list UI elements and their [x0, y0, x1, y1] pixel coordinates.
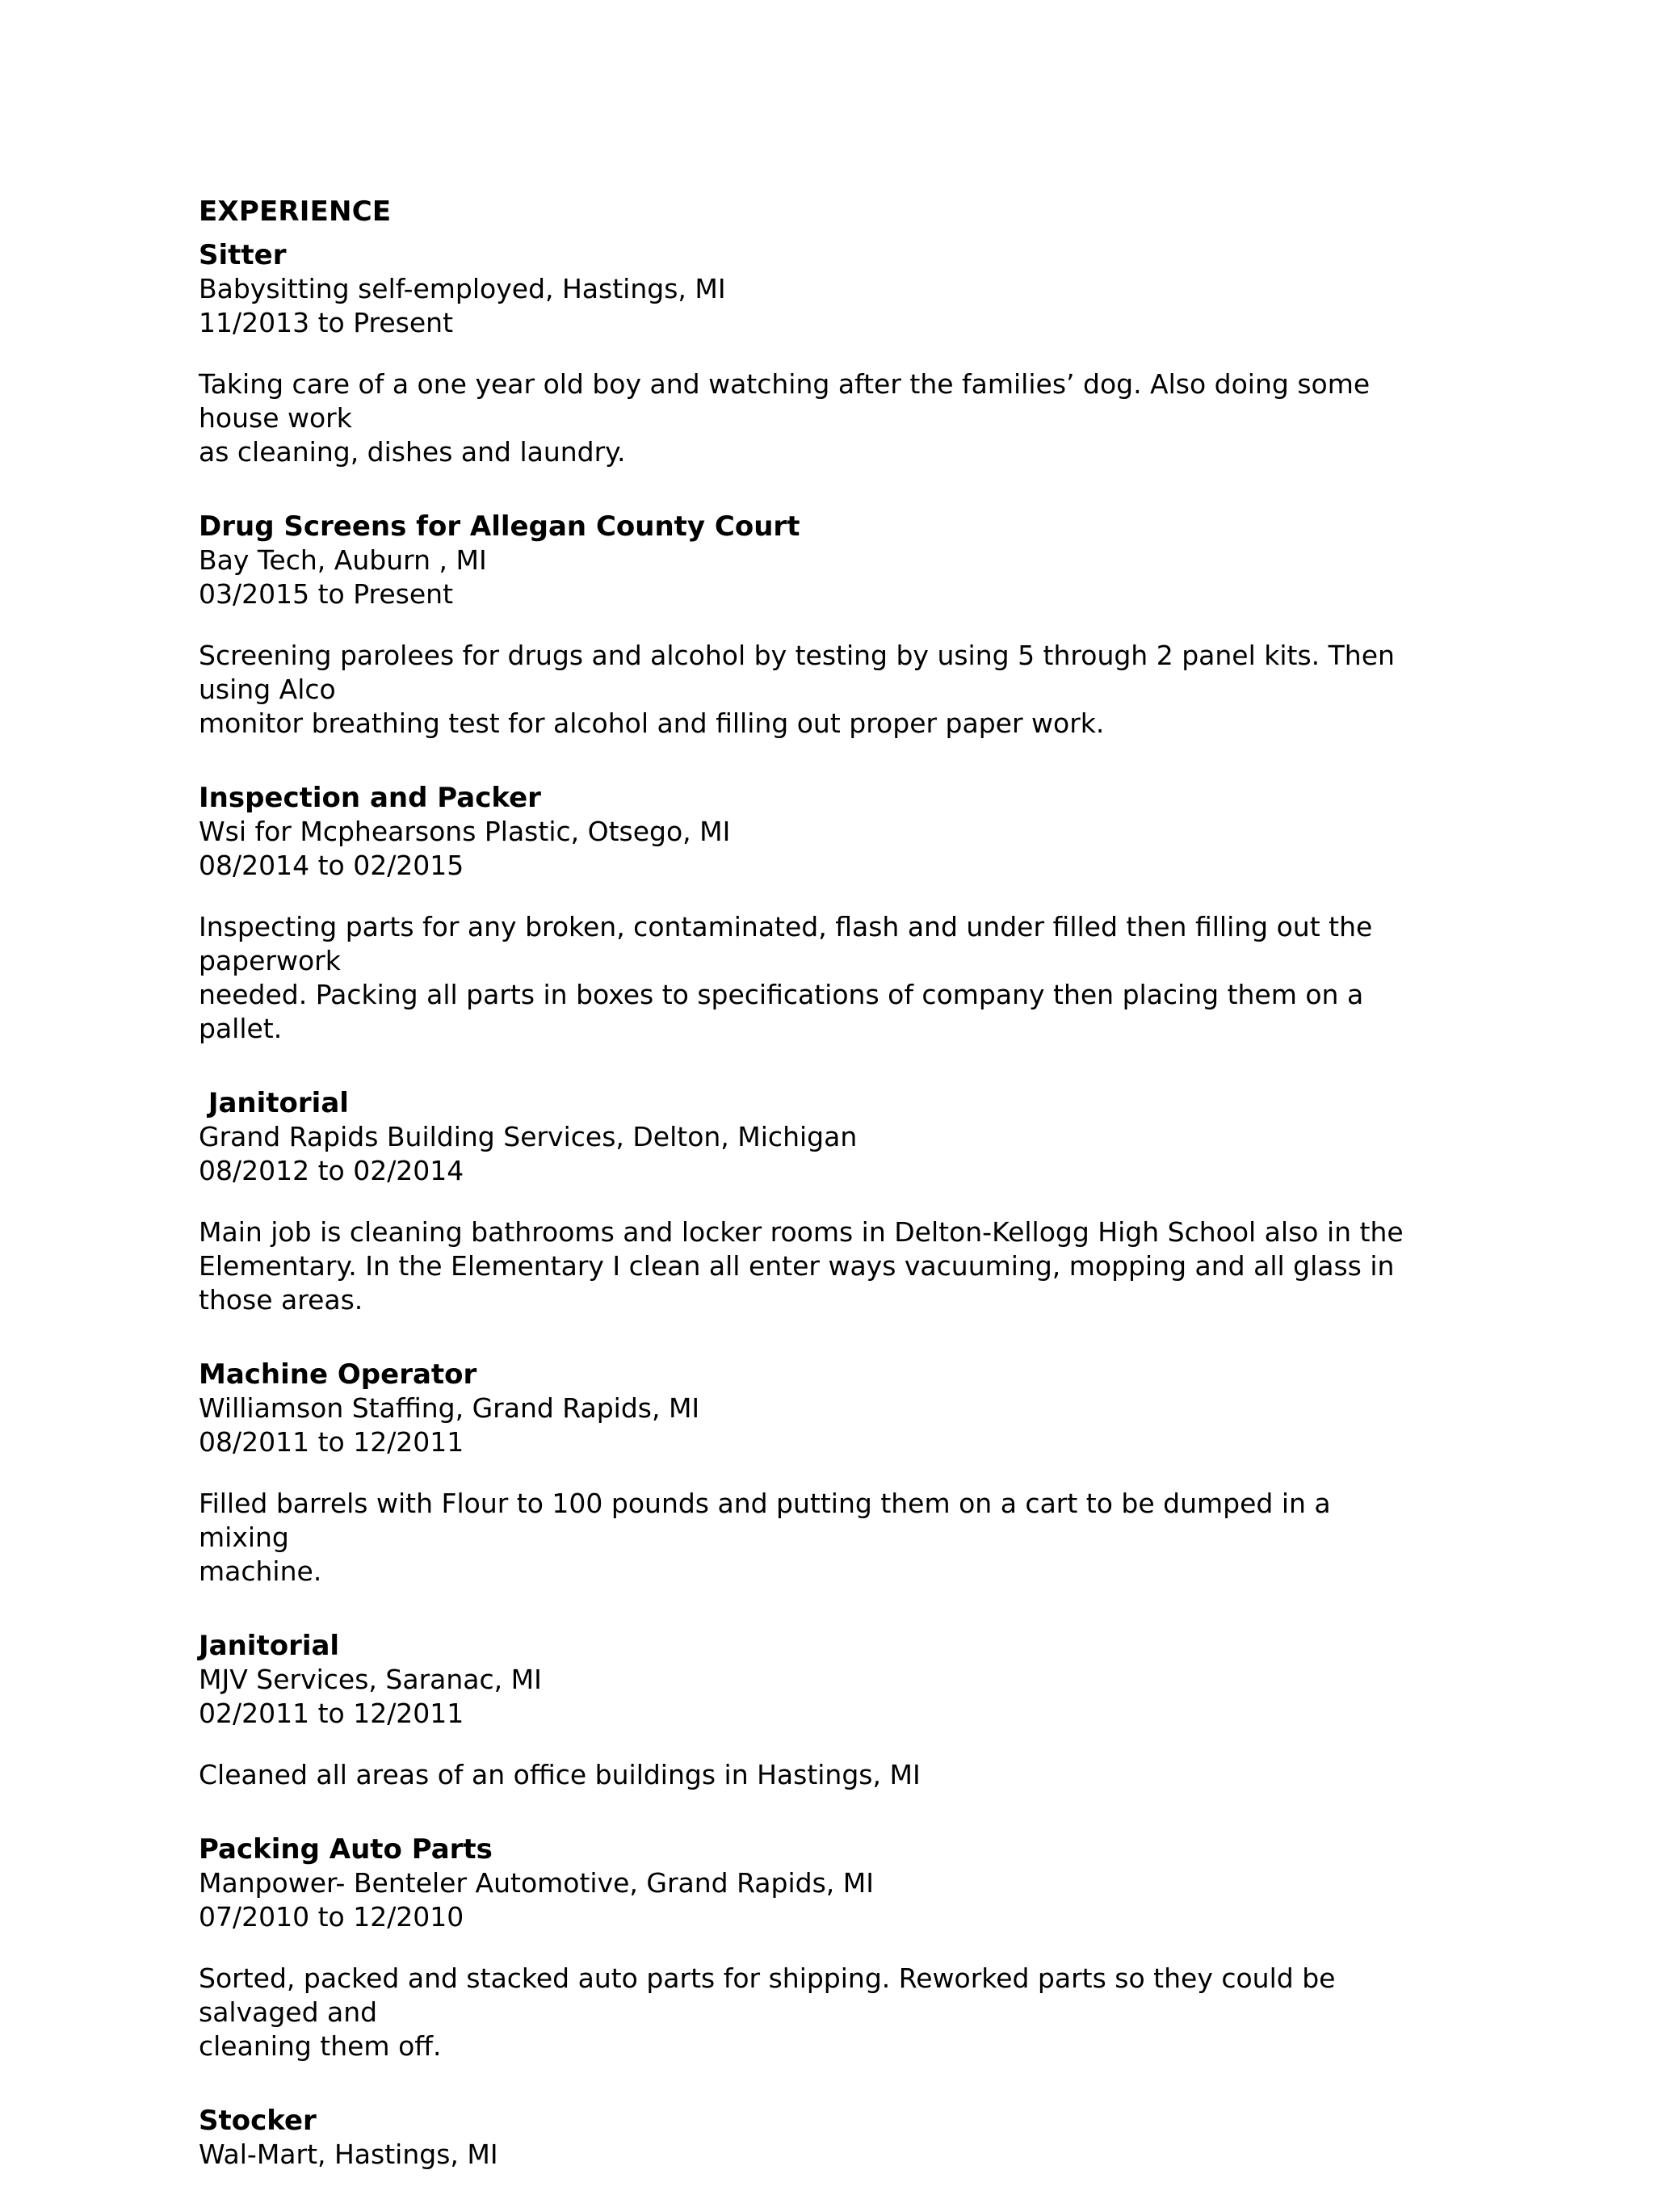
job-title: Sitter: [199, 239, 287, 271]
job-entry-janitorial-grand-rapids: [199, 1086, 1426, 1317]
job-title: Stocker: [199, 2105, 317, 2137]
job-employer: MJV Services, Saranac, MI: [199, 1664, 542, 1695]
job-description: Taking care of a one year old boy and watching after the families’ dog. Also doing some house work as cleaning, dishes and laundry.: [199, 368, 1371, 468]
job-entry-stocker: [199, 2104, 1426, 2172]
job-entry-machine-operator: [199, 1358, 1426, 1589]
job-description: Sorted, packed and stacked auto parts for shipping. Reworked parts so they could be salvaged and cleaning them off.: [199, 1962, 1336, 2062]
job-title: Machine Operator: [199, 1358, 477, 1391]
job-employer: Williamson Staffing, Grand Rapids, MI: [199, 1392, 700, 1424]
job-title: Packing Auto Parts: [199, 1833, 493, 1866]
job-dates: 03/2015 to Present: [199, 578, 454, 610]
job-title: Drug Screens for Allegan County Court: [199, 510, 800, 543]
job-entry-packing-auto-parts: [199, 1832, 1426, 2063]
job-entry-sitter: [199, 238, 1426, 469]
job-dates: 02/2011 to 12/2011: [199, 1698, 464, 1729]
job-description: Filled barrels with Flour to 100 pounds and putting them on a cart to be dumped in a mixing machine.: [199, 1488, 1331, 1587]
job-dates: 07/2010 to 12/2010: [199, 1901, 464, 1933]
job-dates: 08/2011 to 12/2011: [199, 1426, 464, 1458]
job-dates: 11/2013 to Present: [199, 307, 454, 338]
job-employer: Bay Tech, Auburn , MI: [199, 544, 487, 576]
job-entry-janitorial-mjv: [199, 1629, 1426, 1792]
job-description: Inspecting parts for any broken, contaminated, flash and under filled then filling out the paperwork needed. Packing all parts in boxes to specifications of company then placing them on a pallet.: [199, 911, 1373, 1044]
job-description: Main job is cleaning bathrooms and locker rooms in Delton-Kellogg High School also in the Elementary. In the Elementary I clean all enter ways vacuuming, mopping and all glass in those areas.: [199, 1216, 1404, 1316]
job-employer: Grand Rapids Building Services, Delton, Michigan: [199, 1121, 858, 1152]
job-employer: Wsi for Mcphearsons Plastic, Otsego, MI: [199, 816, 731, 847]
job-entry-drug-screens: [199, 510, 1426, 741]
experience-section: [199, 195, 1426, 2212]
job-description: Cleaned all areas of an office buildings in Hastings, MI: [199, 1759, 921, 1790]
section-heading: EXPERIENCE: [199, 195, 392, 228]
job-title: Janitorial: [199, 1087, 349, 1119]
job-description: Screening parolees for drugs and alcohol by testing by using 5 through 2 panel kits. Then using Alco monitor breathing test for alcohol and filling out proper paper work.: [199, 640, 1395, 739]
job-dates: 08/2012 to 02/2014: [199, 1155, 464, 1186]
job-employer: Manpower- Benteler Automotive, Grand Rapids, MI: [199, 1867, 874, 1899]
job-dates: 08/2014 to 02/2015: [199, 850, 464, 881]
job-title: Inspection and Packer: [199, 782, 541, 814]
job-employer: Wal-Mart, Hastings, MI: [199, 2139, 498, 2170]
job-title: Janitorial: [199, 1630, 340, 1662]
job-entry-inspection-packer: [199, 781, 1426, 1046]
job-employer: Babysitting self-employed, Hastings, MI: [199, 273, 726, 304]
